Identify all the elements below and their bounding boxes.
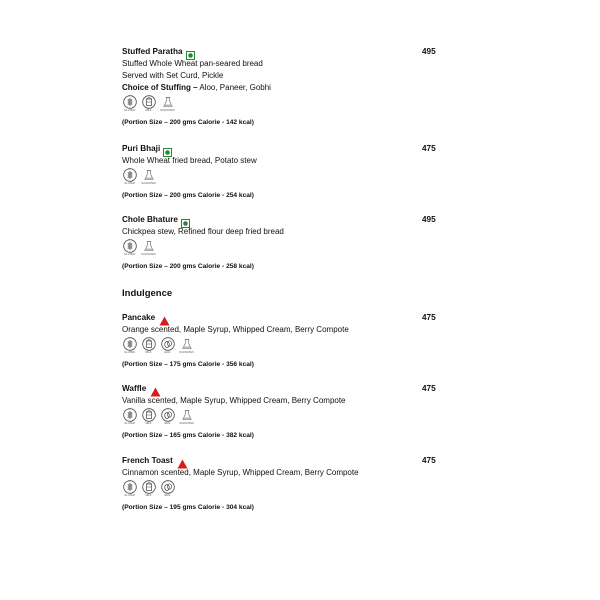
allergen-icons <box>122 337 442 359</box>
item-description: Cinnamon scented, Maple Syrup, Whipped Cream, Berry Compote <box>122 468 359 477</box>
section-title-indulgence: Indulgence <box>122 288 173 299</box>
egg-symbol-icon <box>150 384 161 402</box>
item-description: Whole Wheat fried bread, Potato stew <box>122 156 257 165</box>
item-name: French Toast <box>122 456 173 465</box>
item-name: Pancake <box>122 313 156 322</box>
allergen-caption: MILK <box>145 422 152 425</box>
item-price: 475 <box>422 313 436 322</box>
gluten-icon <box>122 337 137 355</box>
milk-icon <box>141 337 156 355</box>
item-description: Stuffed Whole Wheat pan-seared bread <box>122 59 263 68</box>
sulphites-icon <box>160 95 175 113</box>
menu-item-pancake <box>122 312 442 369</box>
allergen-caption: MILK <box>145 494 152 497</box>
milk-icon <box>141 480 156 498</box>
item-name: Puri Bhaji <box>122 144 161 153</box>
item-description: Served with Set Curd, Pickle <box>122 71 224 80</box>
item-price: 495 <box>422 215 436 224</box>
allergen-caption: GLUTEN <box>124 422 135 425</box>
item-name: Stuffed Paratha <box>122 47 183 56</box>
allergen-caption: SULPHITES <box>179 422 194 425</box>
allergen-caption: GLUTEN <box>124 253 135 256</box>
allergen-caption: SULPHITES <box>179 351 194 354</box>
item-description: Chickpea stew, Refined flour deep fried bread <box>122 227 284 236</box>
sulphites-icon <box>179 408 194 426</box>
allergen-caption: GLUTEN <box>124 494 135 497</box>
allergen-caption: SULPHITES <box>141 182 156 185</box>
milk-icon <box>141 95 156 113</box>
allergen-icons <box>122 168 442 190</box>
menu-item-french-toast <box>122 455 442 512</box>
item-price: 475 <box>422 456 436 465</box>
allergen-icons <box>122 239 442 261</box>
menu-item-stuffed-paratha <box>122 46 442 127</box>
allergen-caption: MILK <box>145 351 152 354</box>
egg-icon <box>160 408 175 426</box>
allergen-icons <box>122 95 442 117</box>
sulphites-icon <box>141 239 156 257</box>
gluten-icon <box>122 239 137 257</box>
allergen-caption: GLUTEN <box>124 351 135 354</box>
veg-symbol-icon <box>163 144 172 162</box>
allergen-caption: MILK <box>145 109 152 112</box>
milk-icon <box>141 408 156 426</box>
allergen-caption: EGG <box>164 494 171 497</box>
gluten-icon <box>122 408 137 426</box>
egg-symbol-icon <box>159 313 170 331</box>
allergen-icons <box>122 408 442 430</box>
portion-size: (Portion Size – 165 gms Calorie - 382 kcal) <box>122 432 254 439</box>
egg-icon <box>160 480 175 498</box>
item-price: 475 <box>422 144 436 153</box>
item-price: 495 <box>422 47 436 56</box>
portion-size: (Portion Size – 195 gms Calorie - 304 kcal) <box>122 504 254 511</box>
gluten-icon <box>122 95 137 113</box>
allergen-caption: GLUTEN <box>124 182 135 185</box>
menu-item-puri-bhaji <box>122 143 442 200</box>
veg-symbol-icon <box>186 47 195 65</box>
allergen-caption: GLUTEN <box>124 109 135 112</box>
item-name: Chole Bhature <box>122 215 178 224</box>
allergen-caption: EGG <box>164 422 171 425</box>
item-price: 475 <box>422 384 436 393</box>
allergen-caption: SULPHITES <box>141 253 156 256</box>
stuffing-label: Choice of Stuffing – <box>122 83 198 92</box>
menu-item-chole-bhature <box>122 214 442 271</box>
portion-size: (Portion Size – 200 gms Calorie - 142 kcal) <box>122 119 254 126</box>
allergen-icons <box>122 480 442 502</box>
sulphites-icon <box>141 168 156 186</box>
stuffing-options: Aloo, Paneer, Gobhi <box>197 83 271 92</box>
allergen-caption: EGG <box>164 351 171 354</box>
veg-symbol-icon <box>181 215 190 233</box>
menu-item-waffle <box>122 383 442 440</box>
sulphites-icon <box>179 337 194 355</box>
egg-symbol-icon <box>177 456 188 474</box>
item-stuffing-choice <box>122 82 442 94</box>
item-name: Waffle <box>122 384 147 393</box>
portion-size: (Portion Size – 175 gms Calorie - 356 kcal) <box>122 361 254 368</box>
portion-size: (Portion Size – 200 gms Calorie - 258 kcal) <box>122 263 254 270</box>
gluten-icon <box>122 480 137 498</box>
portion-size: (Portion Size – 200 gms Calorie - 254 kcal) <box>122 192 254 199</box>
item-description: Orange scented, Maple Syrup, Whipped Cream, Berry Compote <box>122 325 349 334</box>
egg-icon <box>160 337 175 355</box>
allergen-caption: SULPHITES <box>160 109 175 112</box>
item-description: Vanilla scented, Maple Syrup, Whipped Cream, Berry Compote <box>122 396 346 405</box>
gluten-icon <box>122 168 137 186</box>
